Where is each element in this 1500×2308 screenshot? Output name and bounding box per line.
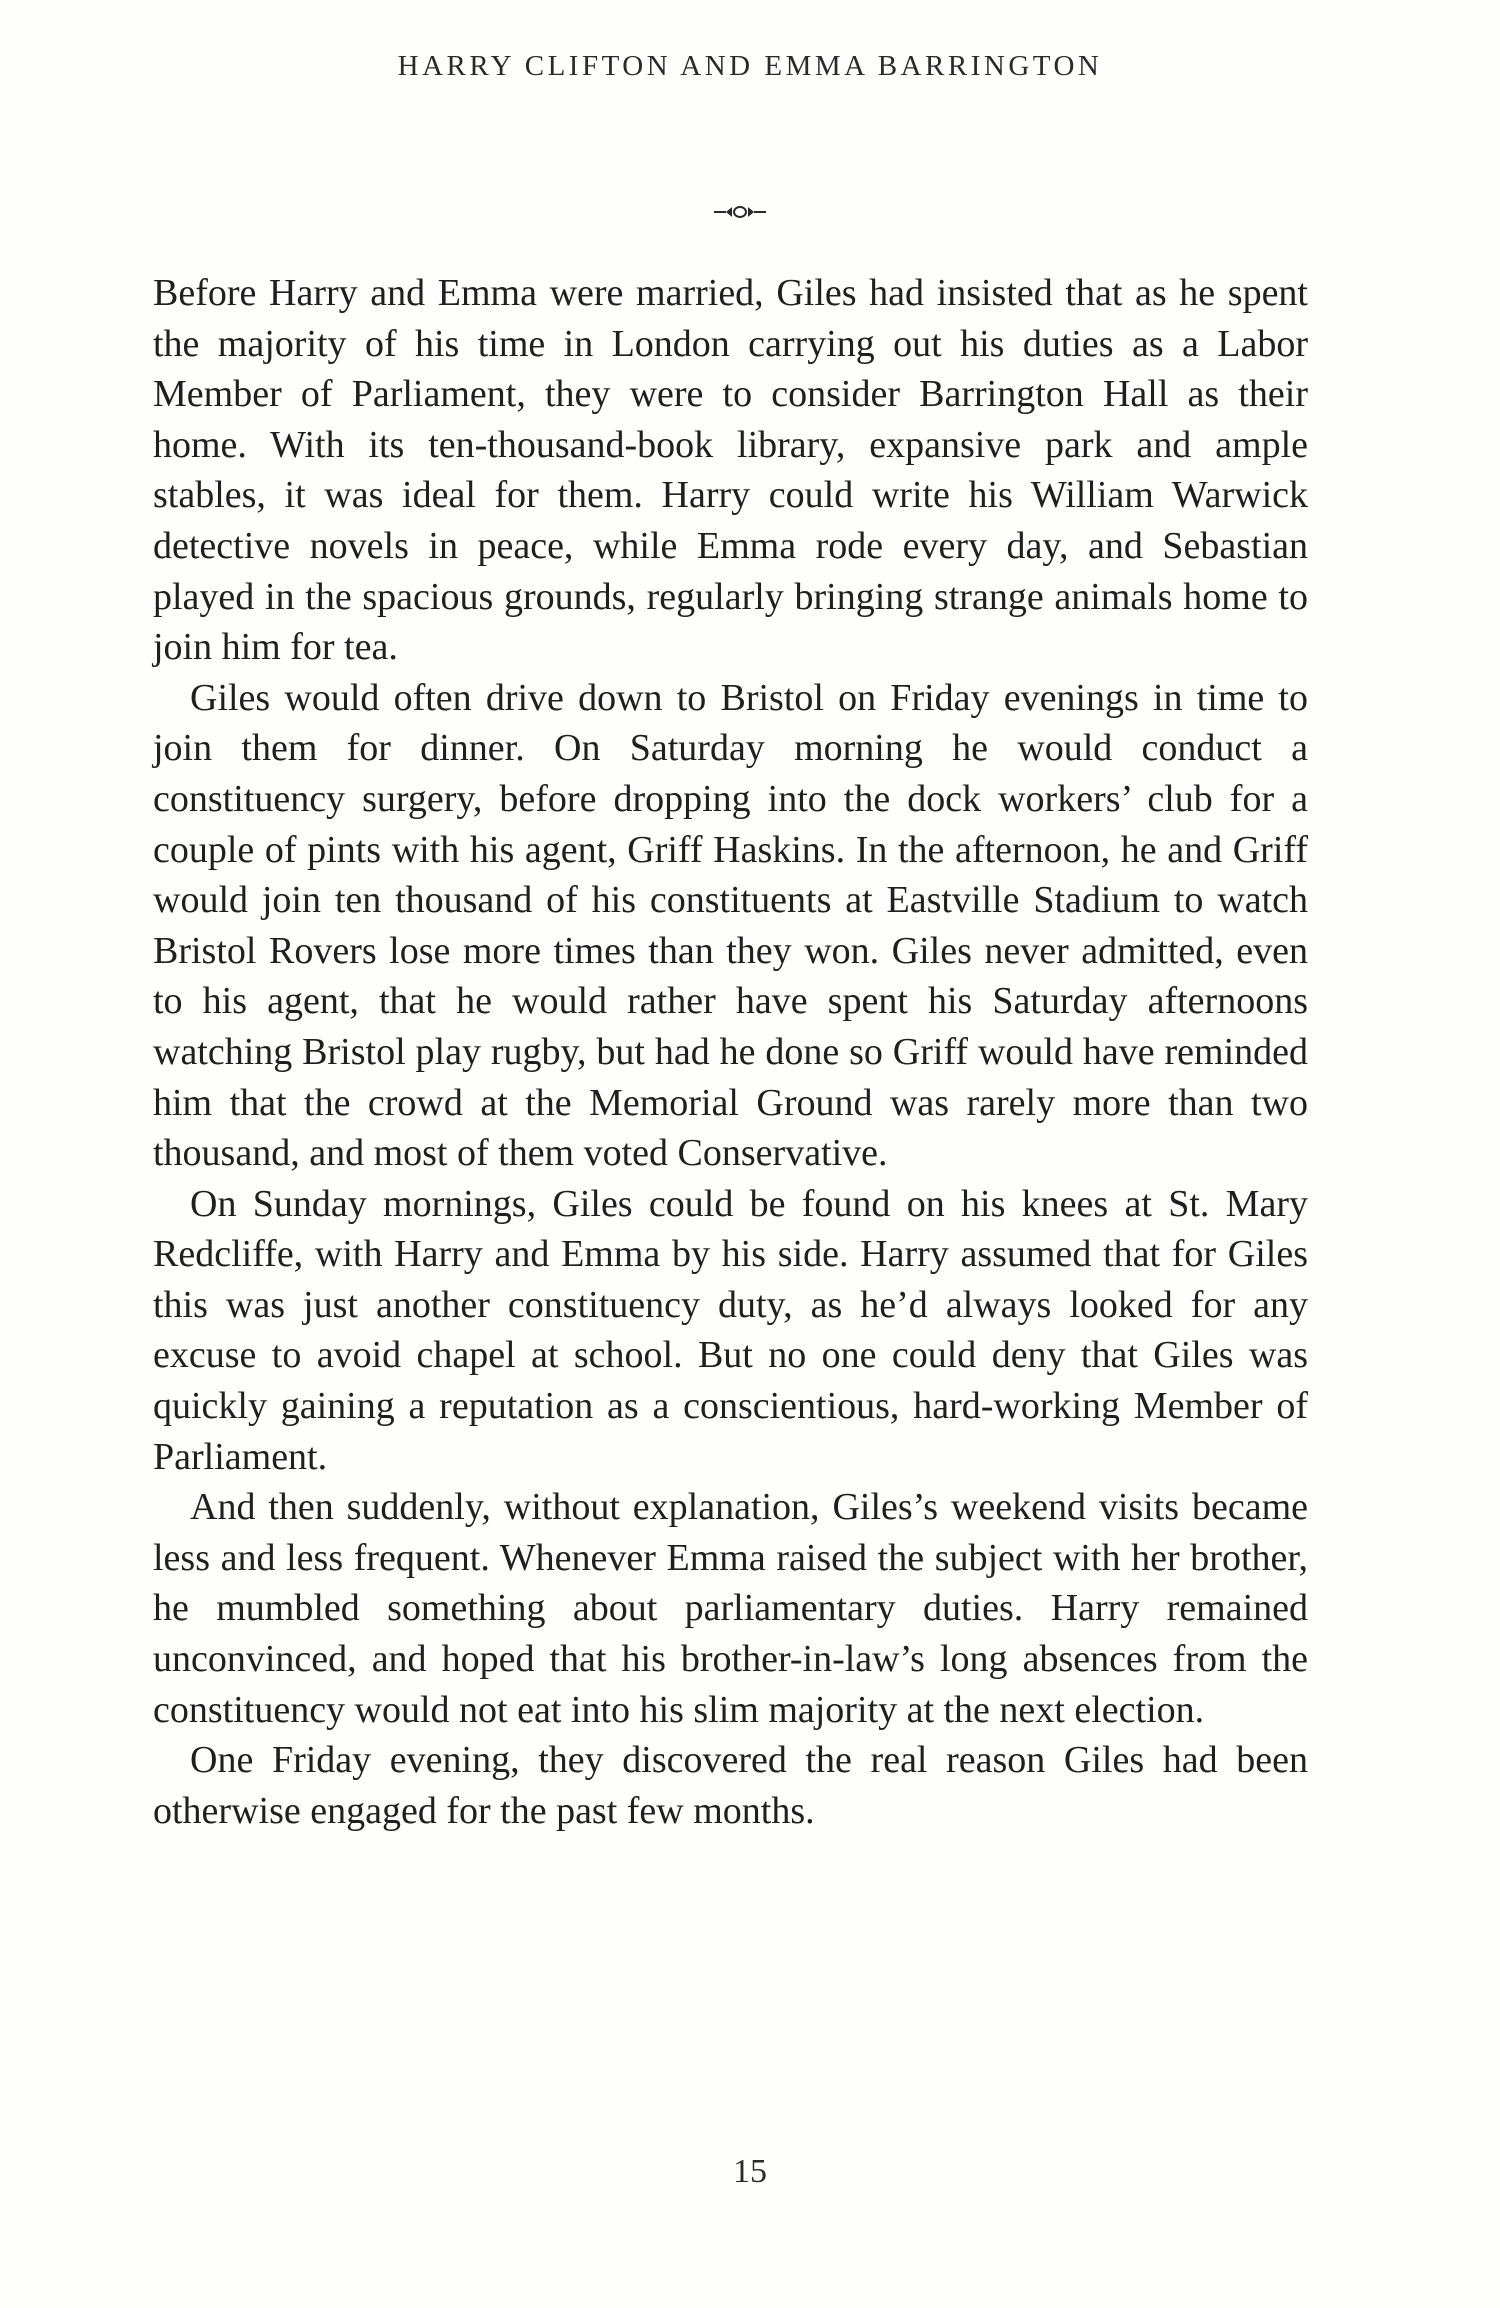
paragraph-2: Giles would often drive down to Bristol on Friday evenings in time to join them for dinner. On Saturday morning he would conduct a constituency surgery, before dropping into the dock workers’ club for a couple of pints with his agent, Griff Haskins. In the afternoon, he and Griff would join ten thousand of his constituents at Eastville Stadium to watch Bristol Rovers lose more times than they won. Giles never admitted, even to his agent, that he would rather have spent his Saturday afternoons watching Bristol play rugby, but had he done so Griff would have reminded him that the crowd at the Memorial Ground was rarely more than two thousand, and most of them voted Conservative. [153,676,1308,1175]
paragraph-3: On Sunday mornings, Giles could be found on his knees at St. Mary Redcliffe, with Harry and Emma by his side. Harry assumed that for Giles this was just another constituency duty, as he’d always looked for any excuse to avoid chapel at school. But no one could deny that Giles was quickly gaining a reputation as a conscientious, hard-working Member of Parliament. [153,1182,1308,1478]
body-text [153,268,1308,1836]
paragraph-5: One Friday evening, they discovered the real reason Giles had been otherwise engaged for the past few months. [153,1739,1308,1832]
fleuron-ornament-icon [710,200,770,224]
paragraph-1: Before Harry and Emma were married, Giles had insisted that as he spent the majority of his time in London carrying out his duties as a Labor Member of Parliament, they were to consider Barrington Hall as their home. With its ten-thousand-book library, expansive park and ample stables, it was ideal for them. Harry could write his William Warwick detective novels in peace, while Emma rode every day, and Sebastian played in the spacious grounds, regularly bringing strange animals home to join him for tea. [153,272,1308,669]
running-head: HARRY CLIFTON AND EMMA BARRINGTON [397,50,1103,82]
paragraph-4: And then suddenly, without explanation, Giles’s weekend visits became less and less frequent. Whenever Emma raised the subject with her brother, he mumbled something about parliamentary duties. Harry remained unconvinced, and hoped that his brother-in-law’s long absences from the constituency would not eat into his slim majority at the next election. [153,1486,1308,1731]
page-number: 15 [733,2153,767,2190]
